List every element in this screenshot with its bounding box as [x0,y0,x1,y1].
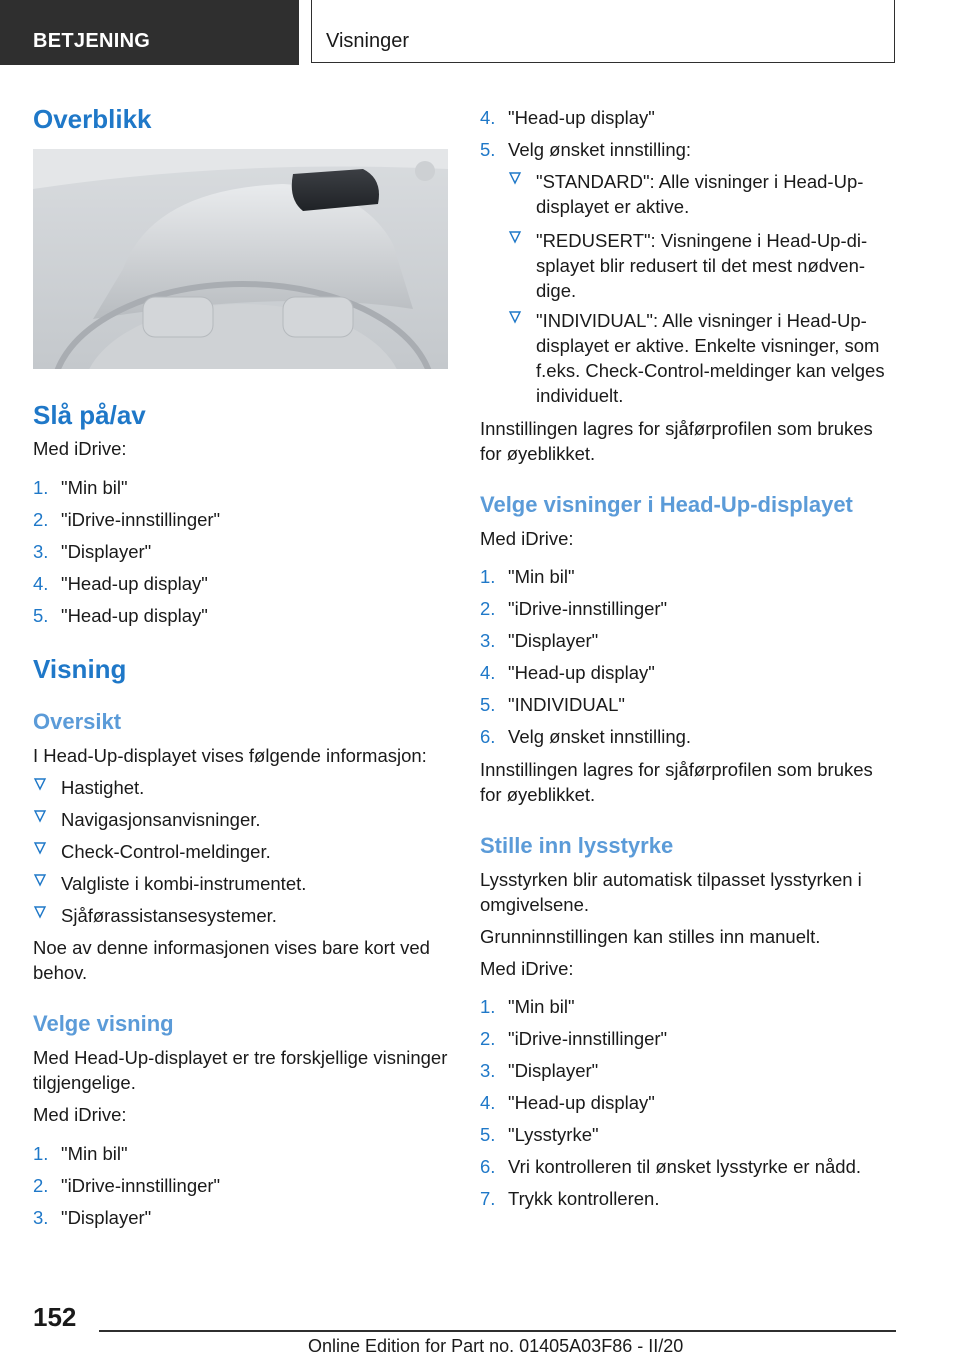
page-number: 152 [33,1302,77,1332]
triangle-bullet-icon [33,809,47,823]
oversikt-note: Noe av denne informasjonen vises bare kort ved behov. [33,937,430,983]
heading-stille-inn-lysstyrke: Stille inn lysstyrke [480,833,674,858]
lys-intro: Med iDrive: [480,958,574,979]
heading-overblikk: Overblikk [33,104,152,134]
heading-sla-pa-av: Slå på/av [33,400,146,430]
sla-intro: Med iDrive: [33,438,127,459]
save-note-1: Innstillingen lagres for sjåførprofilen som brukes for øyeblikket. [480,418,873,464]
velge-intro: Med iDrive: [33,1104,127,1125]
hud-intro: Med iDrive: [480,528,574,549]
triangle-bullet-icon [33,777,47,791]
section-tab [0,0,299,65]
hud-photo-illustration [33,149,448,369]
triangle-bullet-icon [508,171,522,185]
section-title: BETJENING [33,30,151,52]
chapter-tab [311,0,895,63]
edition-info: Online Edition for Part no. 01405A03F86 - II/20 [308,1336,684,1356]
heading-velge-visning: Velge visning [33,1011,174,1036]
velge-text: Med Head-Up-displayet er tre forskjellige visninger tilgjengelige. [33,1047,448,1093]
triangle-bullet-icon [33,905,47,919]
triangle-bullet-icon [33,873,47,887]
triangle-bullet-icon [33,841,47,855]
triangle-bullet-icon [508,310,522,324]
chapter-title: Visninger [326,30,410,52]
hud-photo [33,149,448,369]
lys-text: Lysstyrken blir automatisk tilpasset lysstyrken i omgivelsene. [480,869,862,915]
footer-divider [99,1330,896,1332]
heading-velge-visninger-hud: Velge visninger i Head-Up-displayet [480,492,853,517]
triangle-bullet-icon [508,230,522,244]
heading-visning: Visning [33,654,127,684]
oversikt-intro: I Head-Up-displayet vises følgende informasjon: [33,745,427,766]
lys-text-2: Grunninnstillingen kan stilles inn manuelt. [480,926,821,947]
save-note-2: Innstillingen lagres for sjåførprofilen som brukes for øyeblikket. [480,759,873,805]
heading-oversikt: Oversikt [33,709,122,734]
